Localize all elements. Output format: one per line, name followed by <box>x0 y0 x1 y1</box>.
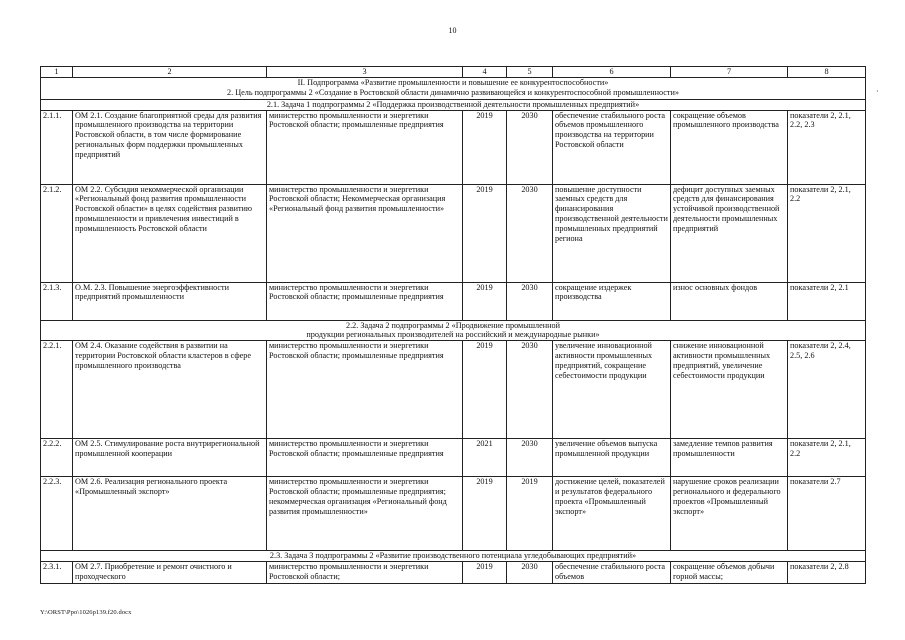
subprogram-heading: II. Подпрограмма «Развитие промышленности и повышение ее конкурентоспособности» <box>297 78 609 87</box>
expected-result: обеспечение стабильного роста объемов <box>553 562 671 584</box>
measure-name: ОМ 2.1. Создание благоприятной среды для развития промышленного производства на территории Ростовской области, в том числе формирование региональных форм поддержки промышленных предприятий <box>73 110 267 184</box>
task-2-heading: 2.2. Задача 2 подпрограммы 2 «Продвижение промышленной <box>346 320 560 330</box>
row-number: 2.1.1. <box>41 110 73 184</box>
measure-name: ОМ 2.5. Стимулирование роста внутрирегиональной промышленной кооперации <box>73 439 267 477</box>
consequence: сокращение объемов добычи горной массы; <box>671 562 788 584</box>
row-number: 2.1.2. <box>41 184 73 282</box>
measure-name: ОМ 2.2. Субсидия некоммерческой организации «Региональный фонд развития промышленности Ростовской области» в целях содействия развитию промышленности и привлечения инвестиций в промышленность Ростовской области <box>73 184 267 282</box>
row-number: 2.2.2. <box>41 439 73 477</box>
table-row <box>41 282 866 320</box>
start-year: 2019 <box>463 562 507 584</box>
consequence: нарушение сроков реализации регионального и федерального проектов «Промышленный экспорт» <box>671 477 788 551</box>
expected-result: повышение доступности заемных средств для финансирования производственной деятельности промышленных предприятий региона <box>553 184 671 282</box>
start-year: 2019 <box>463 110 507 184</box>
executor: министерство промышленности и энергетики Ростовской области; промышленные предприятия <box>267 439 463 477</box>
end-year: 2030 <box>507 282 553 320</box>
section-row <box>41 78 866 100</box>
indicators: показатели 2, 2.8 <box>788 562 866 584</box>
column-number: 6 <box>553 67 671 78</box>
row-number: 2.3.1. <box>41 562 73 584</box>
column-number: 1 <box>41 67 73 78</box>
measure-name: О.М. 2.3. Повышение энергоэффективности предприятий промышленности <box>73 282 267 320</box>
consequence: износ основных фондов <box>671 282 788 320</box>
footer-file-path: Y:\ORST\Ppo\1026p139.f20.docx <box>40 609 132 616</box>
consequence: замедление темпов развития промышленности <box>671 439 788 477</box>
executor: министерство промышленности и энергетики Ростовской области; <box>267 562 463 584</box>
row-number: 2.2.1. <box>41 341 73 439</box>
task-1-heading: 2.1. Задача 1 подпрограммы 2 «Поддержка производственной деятельности промышленных предприятий» <box>41 99 866 110</box>
column-number: 2 <box>73 67 267 78</box>
end-year: 2030 <box>507 439 553 477</box>
measure-name: ОМ 2.7. Приобретение и ремонт очистного и проходческого <box>73 562 267 584</box>
table-row <box>41 439 866 477</box>
start-year: 2021 <box>463 439 507 477</box>
executor: министерство промышленности и энергетики Ростовской области; промышленные предприятия <box>267 110 463 184</box>
measure-name: ОМ 2.6. Реализация регионального проекта «Промышленный экспорт» <box>73 477 267 551</box>
start-year: 2019 <box>463 477 507 551</box>
indicators: показатели 2.7 <box>788 477 866 551</box>
column-number-row <box>41 67 866 78</box>
consequence: снижение инновационной активности промышленных предприятий, увеличение себестоимости продукции <box>671 341 788 439</box>
executor: министерство промышленности и энергетики Ростовской области; промышленные предприятия; некоммерческая организация «Региональный фонд развития промышленности» <box>267 477 463 551</box>
table-row <box>41 477 866 551</box>
page-number: 10 <box>448 26 457 35</box>
start-year: 2019 <box>463 282 507 320</box>
indicators: показатели 2, 2.1, 2.2 <box>788 439 866 477</box>
expected-result: увеличение инновационной активности промышленных предприятий, сокращение себестоимости продукции <box>553 341 671 439</box>
table-row <box>41 341 866 439</box>
column-number: 5 <box>507 67 553 78</box>
margin-mark: · <box>876 87 879 96</box>
section-row <box>41 320 866 341</box>
indicators: показатели 2, 2.1 <box>788 282 866 320</box>
section-row <box>41 99 866 110</box>
column-number: 4 <box>463 67 507 78</box>
expected-result: обеспечение стабильного роста объемов промышленного производства на территории Ростовской области <box>553 110 671 184</box>
executor: министерство промышленности и энергетики Ростовской области; промышленные предприятия <box>267 341 463 439</box>
task-3-heading: 2.3. Задача 3 подпрограммы 2 «Развитие производственного потенциала угледобывающих предприятий» <box>41 551 866 562</box>
start-year: 2019 <box>463 184 507 282</box>
indicators: показатели 2, 2.1, 2.2, 2.3 <box>788 110 866 184</box>
executor: министерство промышленности и энергетики Ростовской области; Некоммерческая организация «Региональный фонд развития промышленности» <box>267 184 463 282</box>
row-number: 2.2.3. <box>41 477 73 551</box>
table-row <box>41 184 866 282</box>
expected-result: сокращение издержек производства <box>553 282 671 320</box>
indicators: показатели 2, 2.4, 2.5, 2.6 <box>788 341 866 439</box>
column-number: 7 <box>671 67 788 78</box>
end-year: 2030 <box>507 562 553 584</box>
table-row <box>41 110 866 184</box>
end-year: 2030 <box>507 341 553 439</box>
column-number: 8 <box>788 67 866 78</box>
start-year: 2019 <box>463 341 507 439</box>
consequence: сокращение объемов промышленного производства <box>671 110 788 184</box>
row-number: 2.1.3. <box>41 282 73 320</box>
end-year: 2019 <box>507 477 553 551</box>
column-number: 3 <box>267 67 463 78</box>
end-year: 2030 <box>507 110 553 184</box>
section-row <box>41 551 866 562</box>
executor: министерство промышленности и энергетики Ростовской области; промышленные предприятия <box>267 282 463 320</box>
goal-heading: 2. Цель подпрограммы 2 «Создание в Ростовской области динамично развивающейся и конкурентоспособной промышленности» <box>227 87 679 97</box>
table-row <box>41 562 866 584</box>
measure-name: ОМ 2.4. Оказание содействия в развитии на территории Ростовской области кластеров в сфере промышленного производства <box>73 341 267 439</box>
end-year: 2030 <box>507 184 553 282</box>
expected-result: увеличение объемов выпуска промышленной продукции <box>553 439 671 477</box>
consequence: дефицит доступных заемных средств для финансирования устойчивой производственной деятельности промышленных предприятий <box>671 184 788 282</box>
task-2-heading: продукции региональных производителей на российский и международные рынки» <box>306 330 600 340</box>
indicators: показатели 2, 2.1, 2.2 <box>788 184 866 282</box>
expected-result: достижение целей, показателей и результатов федерального проекта «Промышленный экспорт» <box>553 477 671 551</box>
measures-table <box>40 66 866 584</box>
